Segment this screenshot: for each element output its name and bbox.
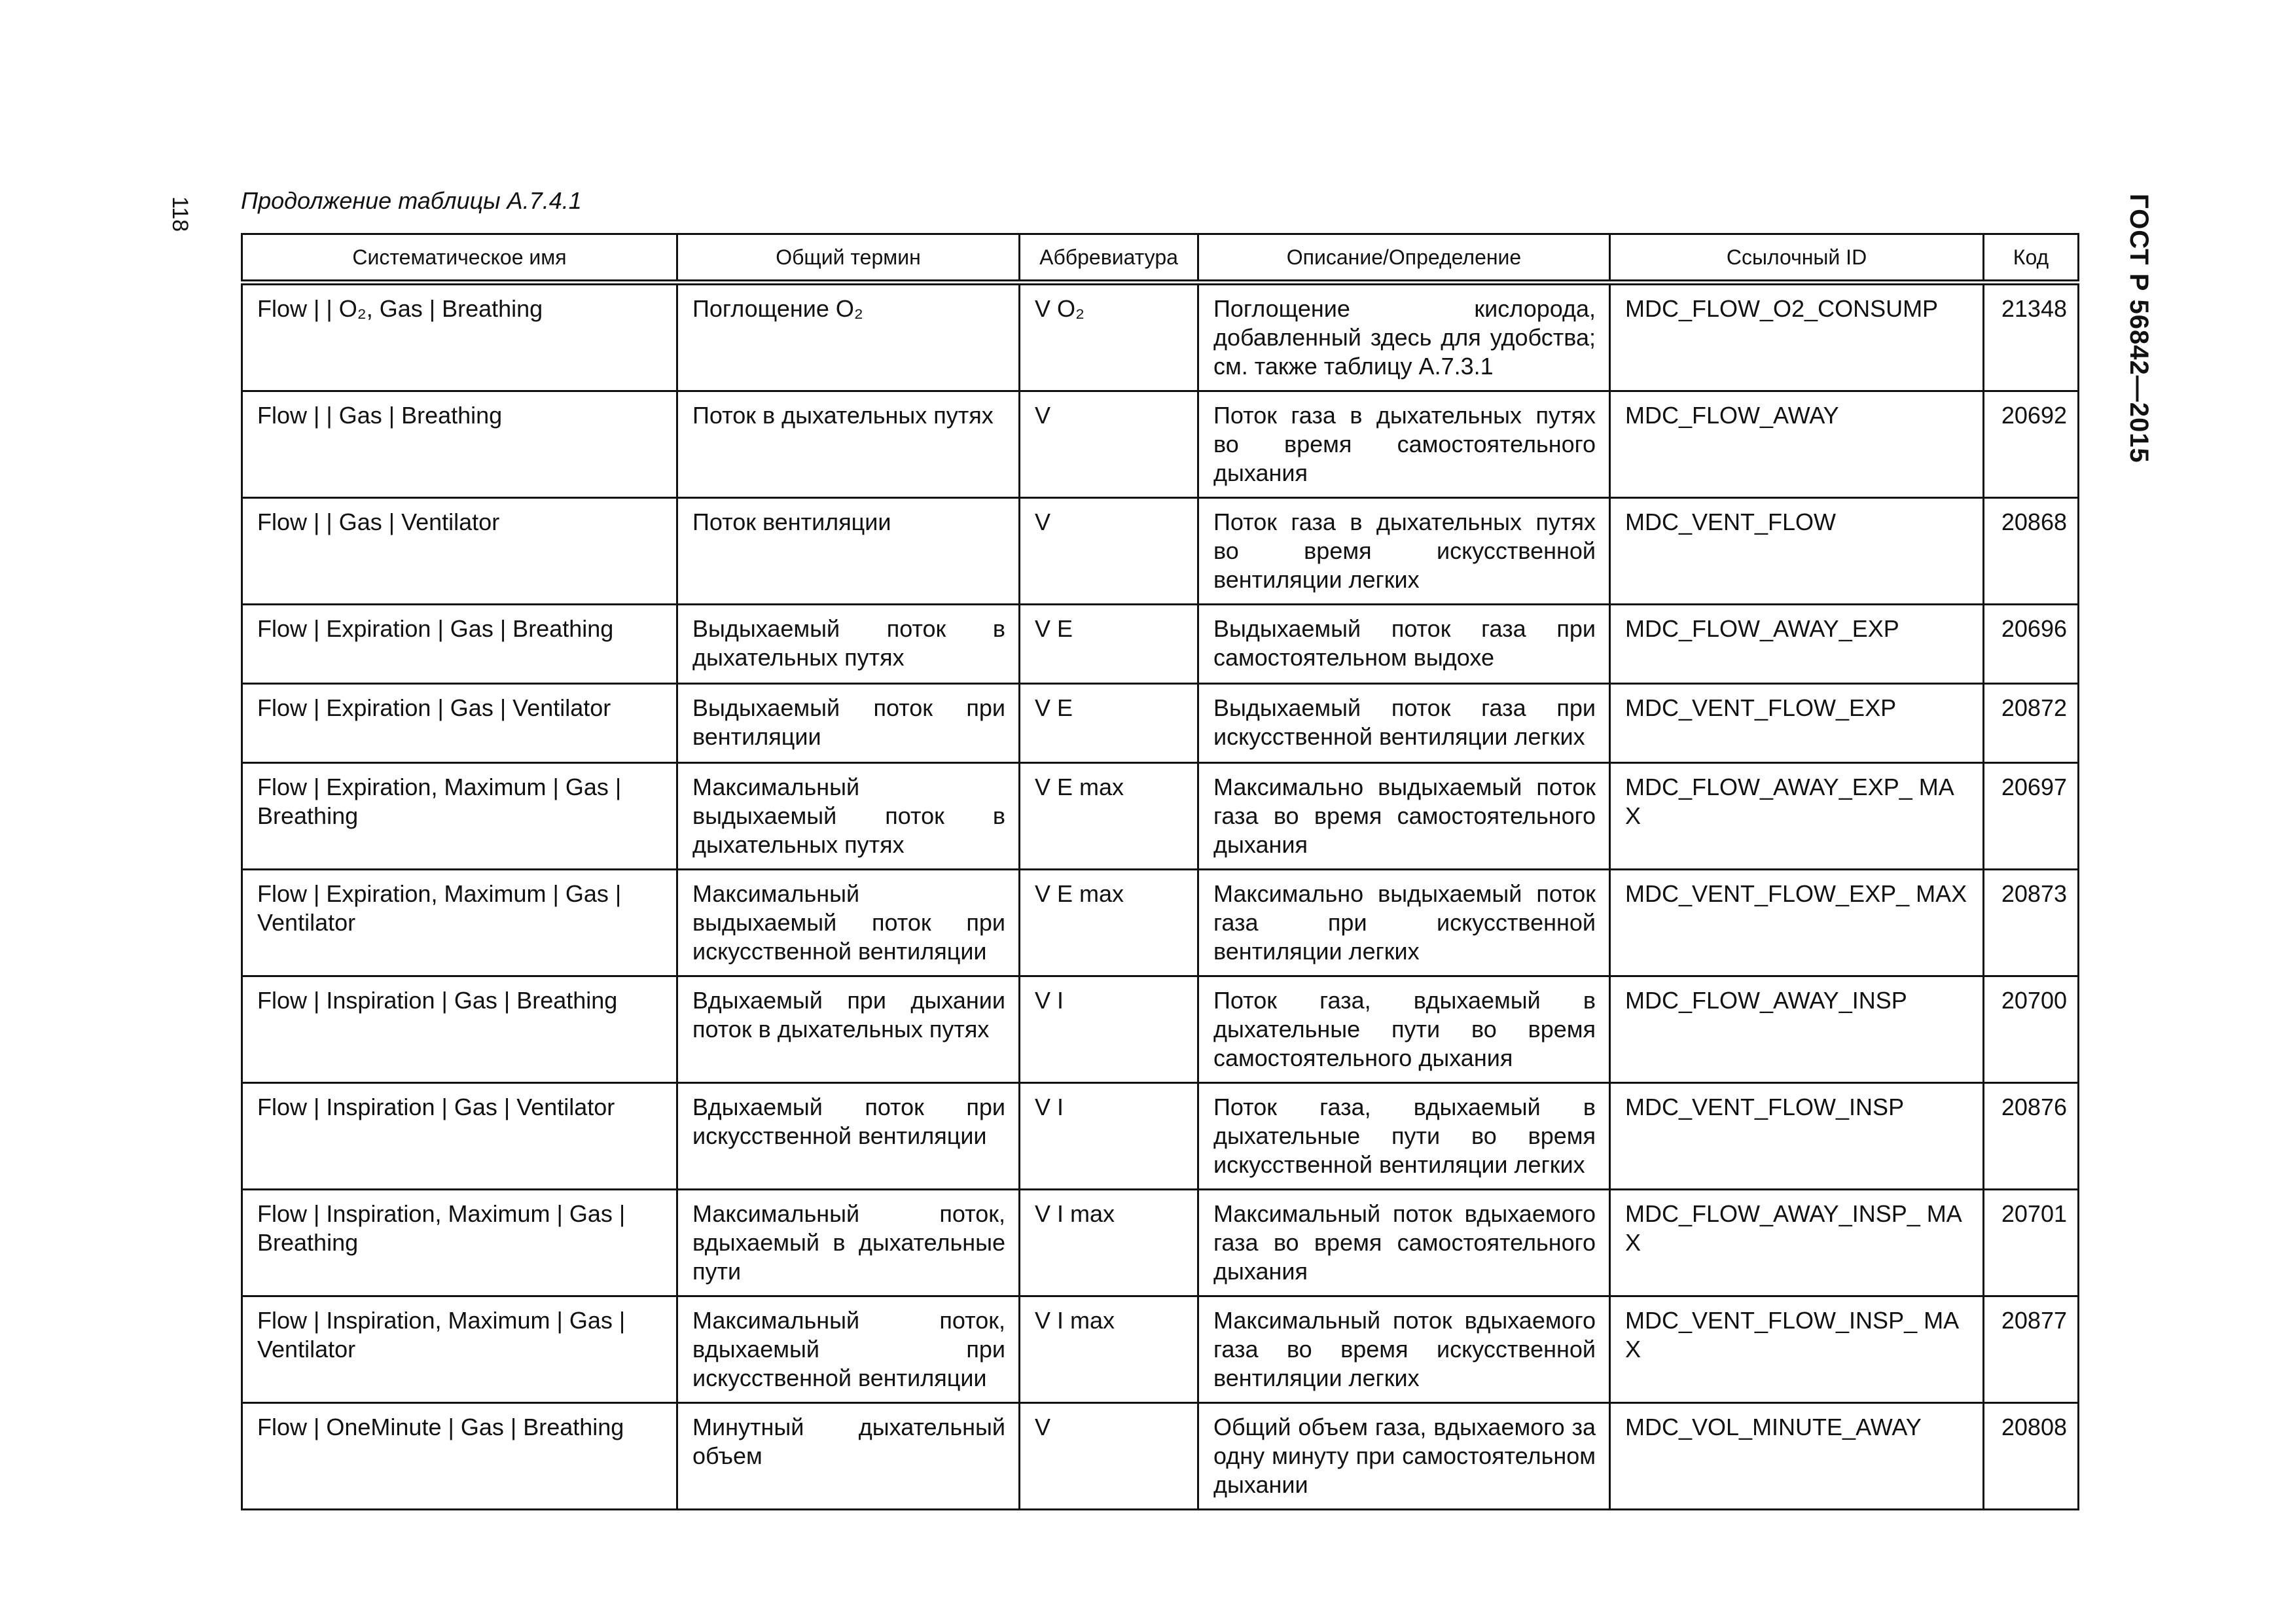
header-common-term: Общий термин xyxy=(677,234,1020,283)
header-row xyxy=(242,234,2079,283)
cell-description: Выдыхаемый поток газа при самостоятельном выдохе xyxy=(1198,605,1610,684)
cell-systematic-name: Flow | Expiration | Gas | Breathing xyxy=(242,605,677,684)
table-row xyxy=(242,684,2079,763)
cell-abbreviation: V E xyxy=(1020,684,1198,763)
cell-systematic-name: Flow | | Gas | Breathing xyxy=(242,391,677,498)
cell-code: 20868 xyxy=(1984,498,2079,605)
cell-common-term: Минутный дыхательный объем xyxy=(677,1403,1020,1510)
page-number: 118 xyxy=(168,196,192,232)
cell-code: 20877 xyxy=(1984,1296,2079,1403)
cell-description: Максимально выдыхаемый поток газа при искусственной вентиляции легких xyxy=(1198,870,1610,976)
cell-common-term: Максимальный поток, вдыхаемый в дыхательные пути xyxy=(677,1190,1020,1296)
cell-description: Максимальный поток вдыхаемого газа во время самостоятельного дыхания xyxy=(1198,1190,1610,1296)
table-row xyxy=(242,605,2079,684)
cell-systematic-name: Flow | | O₂, Gas | Breathing xyxy=(242,283,677,391)
cell-abbreviation: V I max xyxy=(1020,1296,1198,1403)
cell-abbreviation: V xyxy=(1020,391,1198,498)
data-table xyxy=(241,233,2079,1510)
cell-description: Максимально выдыхаемый поток газа во время самостоятельного дыхания xyxy=(1198,763,1610,870)
cell-abbreviation: V E xyxy=(1020,605,1198,684)
cell-reference-id: MDC_FLOW_AWAY xyxy=(1610,391,1984,498)
cell-description: Поток газа, вдыхаемый в дыхательные пути во время искусственной вентиляции легких xyxy=(1198,1083,1610,1190)
cell-common-term: Максимальный выдыхаемый поток при искусственной вентиляции xyxy=(677,870,1020,976)
cell-abbreviation: V E max xyxy=(1020,763,1198,870)
cell-common-term: Поток в дыхательных путях xyxy=(677,391,1020,498)
cell-code: 20692 xyxy=(1984,391,2079,498)
cell-code: 20697 xyxy=(1984,763,2079,870)
cell-systematic-name: Flow | Inspiration, Maximum | Gas | Ventilator xyxy=(242,1296,677,1403)
cell-code: 20696 xyxy=(1984,605,2079,684)
cell-systematic-name: Flow | Expiration | Gas | Ventilator xyxy=(242,684,677,763)
table-row xyxy=(242,1190,2079,1296)
cell-code: 20808 xyxy=(1984,1403,2079,1510)
cell-reference-id: MDC_FLOW_AWAY_EXP_ MAX xyxy=(1610,763,1984,870)
document-id: ГОСТ Р 56842—2015 xyxy=(2125,194,2153,463)
table-caption: Продолжение таблицы А.7.4.1 xyxy=(241,187,582,214)
table-row xyxy=(242,1403,2079,1510)
table-row xyxy=(242,283,2079,391)
table-body xyxy=(242,283,2079,1510)
cell-reference-id: MDC_VOL_MINUTE_AWAY xyxy=(1610,1403,1984,1510)
cell-reference-id: MDC_VENT_FLOW xyxy=(1610,498,1984,605)
cell-common-term: Поток вентиляции xyxy=(677,498,1020,605)
cell-systematic-name: Flow | Expiration, Maximum | Gas | Ventilator xyxy=(242,870,677,976)
cell-systematic-name: Flow | Expiration, Maximum | Gas | Breathing xyxy=(242,763,677,870)
cell-description: Поглощение кислорода, добавленный здесь для удобства; см. также таблицу А.7.3.1 xyxy=(1198,283,1610,391)
cell-common-term: Максимальный выдыхаемый поток в дыхательных путях xyxy=(677,763,1020,870)
cell-code: 20876 xyxy=(1984,1083,2079,1190)
cell-common-term: Выдыхаемый поток при вентиляции xyxy=(677,684,1020,763)
cell-description: Общий объем газа, вдыхаемого за одну минуту при самостоятельном дыхании xyxy=(1198,1403,1610,1510)
cell-abbreviation: V xyxy=(1020,1403,1198,1510)
cell-description: Выдыхаемый поток газа при искусственной вентиляции легких xyxy=(1198,684,1610,763)
cell-common-term: Вдыхаемый при дыхании поток в дыхательных путях xyxy=(677,976,1020,1083)
cell-code: 21348 xyxy=(1984,283,2079,391)
cell-reference-id: MDC_FLOW_O2_CONSUMP xyxy=(1610,283,1984,391)
cell-common-term: Максимальный поток, вдыхаемый при искусственной вентиляции xyxy=(677,1296,1020,1403)
cell-abbreviation: V I max xyxy=(1020,1190,1198,1296)
cell-systematic-name: Flow | Inspiration | Gas | Breathing xyxy=(242,976,677,1083)
cell-code: 20700 xyxy=(1984,976,2079,1083)
cell-reference-id: MDC_VENT_FLOW_INSP_ MAX xyxy=(1610,1296,1984,1403)
cell-reference-id: MDC_FLOW_AWAY_INSP xyxy=(1610,976,1984,1083)
table-row xyxy=(242,870,2079,976)
table-row xyxy=(242,1296,2079,1403)
table-row xyxy=(242,976,2079,1083)
cell-description: Поток газа, вдыхаемый в дыхательные пути во время самостоятельного дыхания xyxy=(1198,976,1610,1083)
cell-common-term: Выдыхаемый поток в дыхательных путях xyxy=(677,605,1020,684)
header-reference-id: Ссылочный ID xyxy=(1610,234,1984,283)
table-row xyxy=(242,1083,2079,1190)
header-code: Код xyxy=(1984,234,2079,283)
table-row xyxy=(242,391,2079,498)
cell-reference-id: MDC_VENT_FLOW_EXP xyxy=(1610,684,1984,763)
cell-code: 20873 xyxy=(1984,870,2079,976)
cell-abbreviation: V O₂ xyxy=(1020,283,1198,391)
cell-reference-id: MDC_VENT_FLOW_INSP xyxy=(1610,1083,1984,1190)
cell-systematic-name: Flow | | Gas | Ventilator xyxy=(242,498,677,605)
table-row xyxy=(242,763,2079,870)
cell-description: Поток газа в дыхательных путях во время искусственной вентиляции легких xyxy=(1198,498,1610,605)
cell-abbreviation: V I xyxy=(1020,1083,1198,1190)
cell-code: 20701 xyxy=(1984,1190,2079,1296)
header-abbreviation: Аббревиатура xyxy=(1020,234,1198,283)
cell-code: 20872 xyxy=(1984,684,2079,763)
cell-description: Максимальный поток вдыхаемого газа во время искусственной вентиляции легких xyxy=(1198,1296,1610,1403)
cell-systematic-name: Flow | OneMinute | Gas | Breathing xyxy=(242,1403,677,1510)
header-description: Описание/Определение xyxy=(1198,234,1610,283)
table-row xyxy=(242,498,2079,605)
cell-reference-id: MDC_FLOW_AWAY_EXP xyxy=(1610,605,1984,684)
cell-systematic-name: Flow | Inspiration, Maximum | Gas | Breathing xyxy=(242,1190,677,1296)
cell-reference-id: MDC_VENT_FLOW_EXP_ MAX xyxy=(1610,870,1984,976)
cell-abbreviation: V E max xyxy=(1020,870,1198,976)
cell-common-term: Поглощение O₂ xyxy=(677,283,1020,391)
header-systematic-name: Систематическое имя xyxy=(242,234,677,283)
cell-description: Поток газа в дыхательных путях во время самостоятельного дыхания xyxy=(1198,391,1610,498)
cell-abbreviation: V I xyxy=(1020,976,1198,1083)
cell-common-term: Вдыхаемый поток при искусственной вентиляции xyxy=(677,1083,1020,1190)
cell-reference-id: MDC_FLOW_AWAY_INSP_ MAX xyxy=(1610,1190,1984,1296)
cell-abbreviation: V xyxy=(1020,498,1198,605)
cell-systematic-name: Flow | Inspiration | Gas | Ventilator xyxy=(242,1083,677,1190)
